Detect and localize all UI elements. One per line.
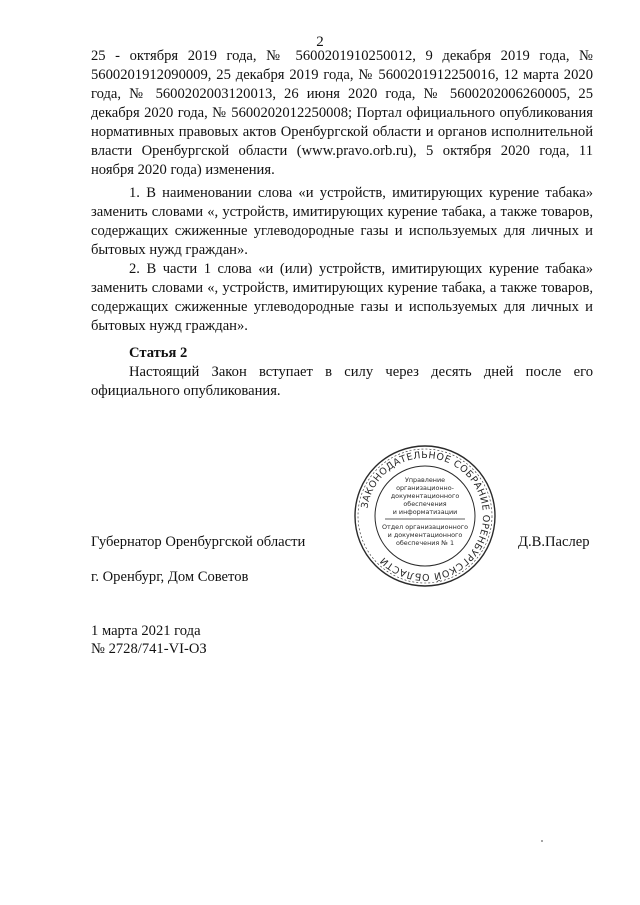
place-of-signing: г. Оренбург, Дом Советов	[91, 569, 249, 585]
article-2-block	[91, 344, 593, 401]
official-seal-stamp	[352, 443, 498, 589]
svg-text:Отдел организационного: Отдел организационного	[381, 523, 469, 531]
article-title: Статья 2	[129, 345, 188, 361]
amendment-item: 2. В части 1 слова «и (или) устройств, имитирующих курение табака» заменить словами «, устройств, имитирующих курение табака, а также товаров, содержащих сжиженные углеводородные газы и используемых для личных и бытовых нужд граждан».	[91, 261, 593, 334]
date-block	[91, 622, 207, 658]
article-text: Настоящий Закон вступает в силу через десять дней после его официального опубликования.	[91, 364, 593, 399]
intro-block	[91, 47, 593, 180]
svg-text:обеспечения № 1: обеспечения № 1	[395, 539, 455, 547]
svg-text:документационного: документационного	[390, 492, 460, 500]
intro-paragraph: 25 - октября 2019 года, № 5600201910250012, 9 декабря 2019 года, № 5600201912090009, 25 декабря 2019 года, № 5600201912250016, 12 марта 2020 года, № 5600202003120013, 26 июня 2020 года, № 5600202006260005, 25 декабря 2020 года, № 5600202012250008; Портал официального опубликования нормативных правовых актов Оренбургской области и органов исполнительной власти Оренбургской области (www.pravo.orb.ru), 5 октября 2020 года, 11 ноября 2020 года) изменения.	[91, 48, 593, 178]
signing-date: 1 марта 2021 года	[91, 623, 201, 639]
svg-text:обеспечения: обеспечения	[403, 500, 447, 508]
signatory-position: Губернатор Оренбургской области	[91, 534, 306, 550]
svg-text:ЗАКОНОДАТЕЛЬНОЕ СОБРАНИЕ ОРЕНБ: ЗАКОНОДАТЕЛЬНОЕ СОБРАНИЕ ОРЕНБУРГСКОЙ ОБЛАСТИ	[359, 449, 492, 583]
signatory-name: Д.В.Паслер	[518, 534, 590, 550]
amendments-block	[91, 184, 593, 336]
amendment-item: 1. В наименовании слова «и устройств, имитирующих курение табака» заменить словами «, устройств, имитирующих курение табака, а также товаров, содержащих сжиженные углеводородные газы и используемых для личных и бытовых нужд граждан».	[91, 185, 593, 258]
law-number: № 2728/741-VI-ОЗ	[91, 641, 207, 657]
scan-speck	[541, 840, 543, 842]
page-number: 2	[316, 34, 324, 50]
svg-text:и документационного: и документационного	[387, 531, 463, 539]
svg-text:Управление: Управление	[404, 476, 446, 484]
svg-text:организационно-: организационно-	[396, 484, 454, 492]
svg-text:и информатизации: и информатизации	[392, 508, 458, 516]
